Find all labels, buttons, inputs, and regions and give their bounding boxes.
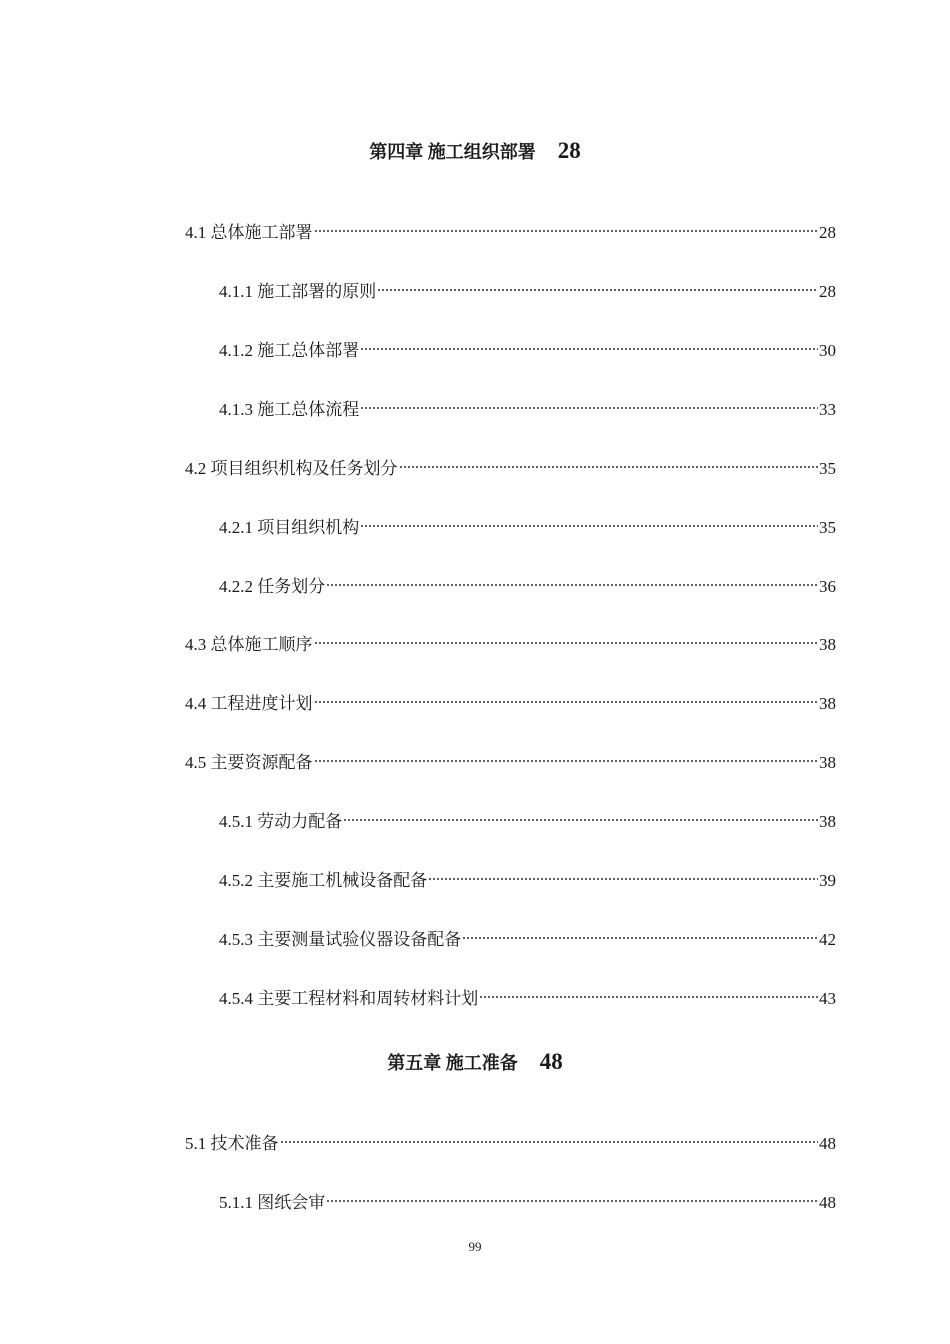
toc-entry[interactable] bbox=[219, 799, 836, 831]
entry-number: 4.5.4 bbox=[219, 989, 253, 1008]
toc-entry[interactable] bbox=[219, 505, 836, 537]
entry-page: 30 bbox=[819, 341, 836, 360]
dot-leader bbox=[314, 622, 819, 650]
entry-page: 38 bbox=[819, 635, 836, 654]
dot-leader bbox=[399, 446, 819, 474]
dot-leader bbox=[479, 976, 818, 1004]
entry-number: 4.5.2 bbox=[219, 871, 253, 890]
entry-title: 主要测量试验仪器设备配备 bbox=[257, 930, 462, 949]
toc-entry[interactable] bbox=[219, 269, 836, 301]
dot-leader bbox=[326, 564, 818, 592]
chapter-title: 第五章 施工准备 bbox=[387, 1053, 518, 1073]
entry-page: 28 bbox=[819, 282, 836, 301]
entry-title: 任务划分 bbox=[257, 577, 326, 596]
entry-number: 5.1 bbox=[185, 1134, 207, 1153]
entry-page: 28 bbox=[819, 223, 836, 242]
toc-entry[interactable] bbox=[219, 328, 836, 360]
entry-title: 施工总体流程 bbox=[257, 400, 360, 419]
entry-title: 总体施工部署 bbox=[210, 223, 313, 242]
toc-entry[interactable] bbox=[219, 917, 836, 949]
dot-leader bbox=[360, 505, 818, 533]
entry-number: 4.1.2 bbox=[219, 341, 253, 360]
entry-title: 施工部署的原则 bbox=[257, 282, 377, 301]
entry-number: 4.3 bbox=[185, 635, 207, 654]
chapter-heading bbox=[0, 136, 950, 167]
entry-page: 38 bbox=[819, 812, 836, 831]
chapter-heading bbox=[0, 1047, 950, 1078]
entry-number: 4.1.1 bbox=[219, 282, 253, 301]
entry-page: 33 bbox=[819, 400, 836, 419]
page-number-footer: 99 bbox=[468, 1239, 482, 1254]
chapter-title: 第四章 施工组织部署 bbox=[369, 142, 536, 162]
entry-page: 36 bbox=[819, 577, 836, 596]
dot-leader bbox=[326, 1180, 818, 1208]
entry-page: 43 bbox=[819, 989, 836, 1008]
entry-number: 4.2 bbox=[185, 459, 207, 478]
entry-page: 42 bbox=[819, 930, 836, 949]
entry-page: 38 bbox=[819, 753, 836, 772]
dot-leader bbox=[314, 210, 819, 238]
dot-leader bbox=[428, 858, 818, 886]
dot-leader bbox=[360, 387, 818, 415]
toc-entry[interactable] bbox=[185, 1121, 836, 1153]
entry-number: 5.1.1 bbox=[219, 1193, 253, 1212]
chapter-page: 48 bbox=[539, 1049, 563, 1074]
toc-entry[interactable] bbox=[219, 1180, 836, 1212]
entry-title: 主要施工机械设备配备 bbox=[257, 871, 428, 890]
dot-leader bbox=[377, 269, 818, 297]
entry-page: 39 bbox=[819, 871, 836, 890]
entry-number: 4.5 bbox=[185, 753, 207, 772]
entry-title: 项目组织机构及任务划分 bbox=[210, 459, 398, 478]
dot-leader bbox=[314, 740, 819, 768]
entry-number: 4.4 bbox=[185, 694, 207, 713]
toc-entry[interactable] bbox=[185, 210, 836, 242]
toc-entry[interactable] bbox=[219, 976, 836, 1008]
chapter-page: 28 bbox=[557, 138, 581, 163]
dot-leader bbox=[314, 681, 819, 709]
toc-entry[interactable] bbox=[185, 446, 836, 478]
entry-title: 劳动力配备 bbox=[257, 812, 343, 831]
entry-title: 主要资源配备 bbox=[210, 753, 313, 772]
entry-number: 4.5.3 bbox=[219, 930, 253, 949]
entry-page: 38 bbox=[819, 694, 836, 713]
entry-title: 技术准备 bbox=[210, 1134, 279, 1153]
entry-number: 4.1.3 bbox=[219, 400, 253, 419]
entry-page: 35 bbox=[819, 518, 836, 537]
entry-page: 35 bbox=[819, 459, 836, 478]
entry-page: 48 bbox=[819, 1193, 836, 1212]
toc-entry[interactable] bbox=[185, 681, 836, 713]
entry-number: 4.2.2 bbox=[219, 577, 253, 596]
toc-entry[interactable] bbox=[185, 740, 836, 772]
entry-page: 48 bbox=[819, 1134, 836, 1153]
dot-leader bbox=[343, 799, 818, 827]
entry-number: 4.2.1 bbox=[219, 518, 253, 537]
entry-title: 工程进度计划 bbox=[210, 694, 313, 713]
entry-number: 4.1 bbox=[185, 223, 207, 242]
dot-leader bbox=[462, 917, 818, 945]
toc-entry[interactable] bbox=[219, 387, 836, 419]
entry-title: 图纸会审 bbox=[257, 1193, 326, 1212]
dot-leader bbox=[360, 328, 818, 356]
toc-entry[interactable] bbox=[185, 622, 836, 654]
entry-number: 4.5.1 bbox=[219, 812, 253, 831]
entry-title: 主要工程材料和周转材料计划 bbox=[257, 989, 479, 1008]
entry-title: 总体施工顺序 bbox=[210, 635, 313, 654]
dot-leader bbox=[280, 1121, 819, 1149]
toc-entry[interactable] bbox=[219, 564, 836, 596]
entry-title: 施工总体部署 bbox=[257, 341, 360, 360]
toc-entry[interactable] bbox=[219, 858, 836, 890]
entry-title: 项目组织机构 bbox=[257, 518, 360, 537]
